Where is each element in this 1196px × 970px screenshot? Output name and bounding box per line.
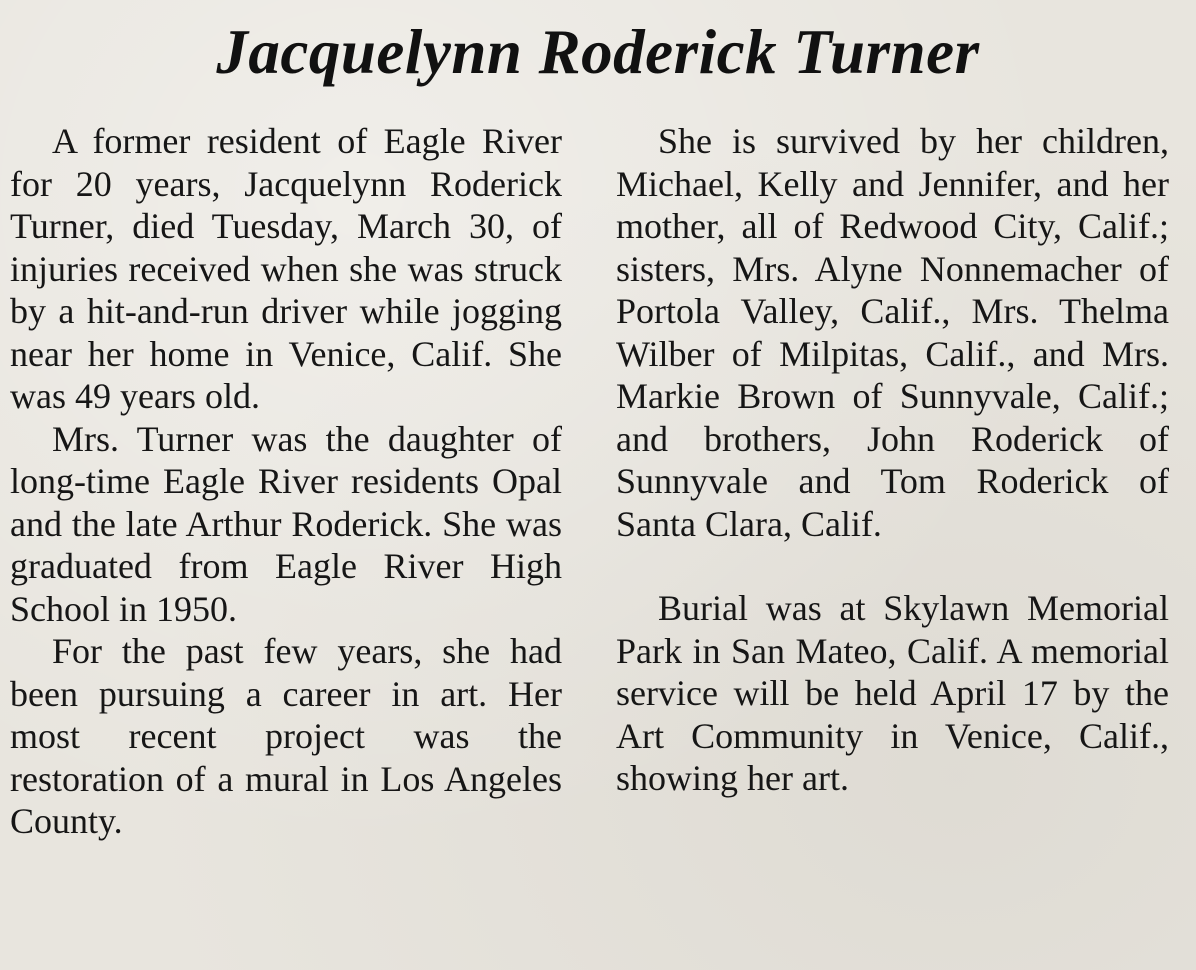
right-column [616, 120, 1169, 800]
left-column [10, 120, 562, 843]
paragraph-art-career: For the past few years, she had been pursuing a career in art. Her most recent project was the restoration of a mural in Los Angeles County. [10, 631, 562, 841]
paragraph-death-notice: A former resident of Eagle River for 20 years, Jacquelynn Roderick Turner, died Tuesday, March 30, of injuries received when she was struck by a hit-and-run driver while jogging near her home in Venice, Calif. She was 49 years old. [10, 121, 562, 416]
paragraph-family-background: Mrs. Turner was the daughter of long-time Eagle River residents Opal and the late Arthur Roderick. She was graduated from Eagle River High School in 1950. [10, 418, 562, 629]
paragraph-survivors: She is survived by her children, Michael, Kelly and Jennifer, and her mother, all of Redwood City, Calif.; sisters, Mrs. Alyne Nonnemacher of Portola Valley, Calif., Mrs. Thelma Wilber of Milpitas, Calif., and Mrs. Markie Brown of Sunnyvale, Calif.; and brothers, John Roderick of Sunnyvale and Tom Roderick of Santa Clara, Calif. [616, 121, 1169, 544]
obituary-headline: Jacquelynn Roderick Turner [216, 17, 980, 87]
paragraph-burial: Burial was at Skylawn Memorial Park in San Mateo, Calif. A memorial service will be held April 17 by the Art Community in Venice, Calif., showing her art. [616, 588, 1169, 798]
